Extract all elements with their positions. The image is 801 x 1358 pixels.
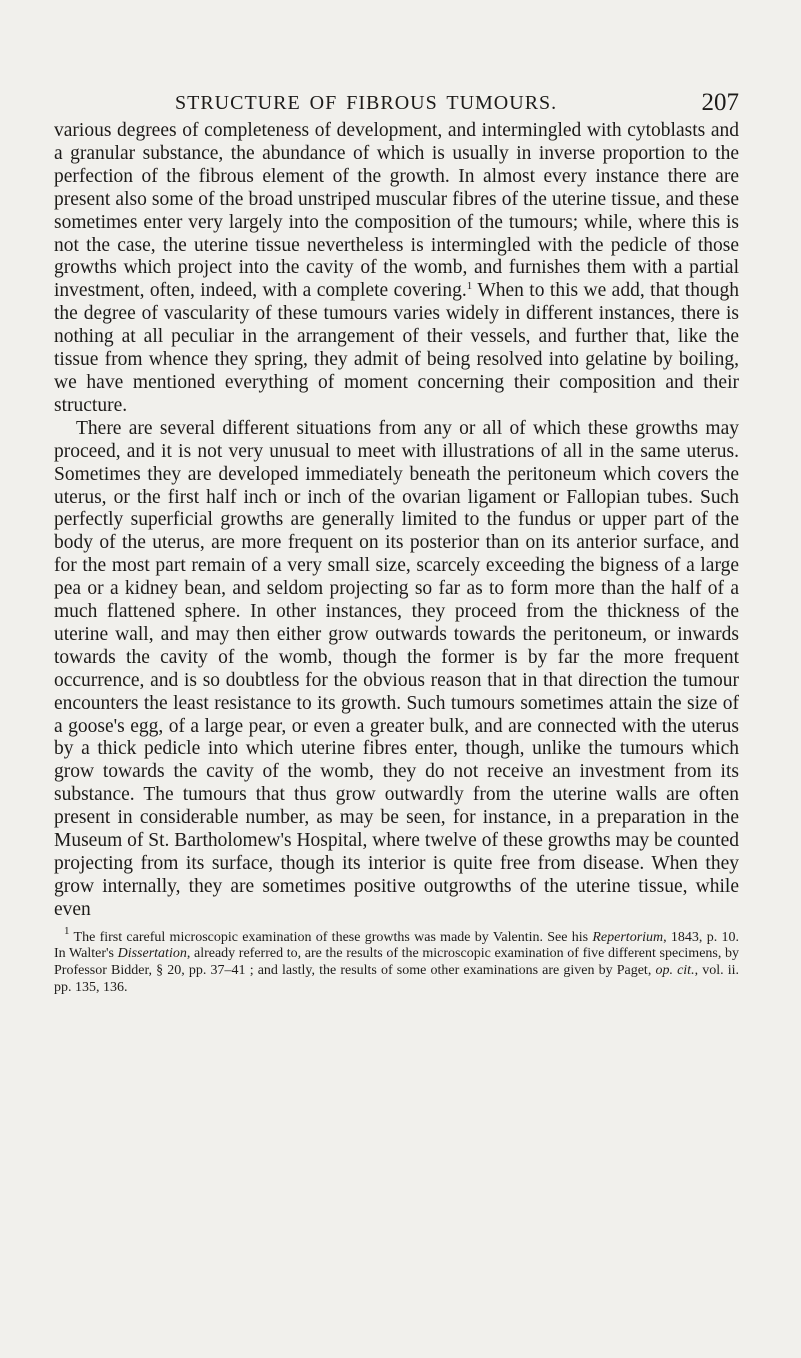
footnote bbox=[54, 924, 740, 996]
footnote-reference: 1 bbox=[466, 280, 473, 293]
footnote-part-1: The first careful microscopic examination of these growths was made by Valentin. See his bbox=[73, 929, 593, 945]
page-number: 207 bbox=[701, 89, 739, 116]
running-title: STRUCTURE OF FIBROUS TUMOURS. bbox=[175, 92, 558, 114]
paragraph-1-text: various degrees of completeness of development, and intermingled with cytoblasts and a granular substance, the abundance of which is usually in inverse proportion to the perfection of the fibrous element of the growth. In almost every instance there are present also some of the broad unstriped muscular fibres of the uterine tissue, and these sometimes enter very largely into the composition of the tumours; while, where this is not the case, the uterine tissue nevertheless is intermingled with the pedicle of those growths which project into the cavity of the womb, and furnishes them with a partial investment, often, indeed, with a complete covering. bbox=[54, 120, 739, 302]
footnote-op-cit: op. cit. bbox=[655, 962, 695, 978]
running-head bbox=[54, 86, 739, 120]
book-page bbox=[54, 86, 739, 996]
footnote-title-dissertation: Dissertation bbox=[117, 946, 187, 962]
body-text bbox=[54, 120, 739, 922]
footnote-mark: 1 bbox=[64, 924, 70, 937]
paragraph-2: There are several different situations from any or all of which these growths may proceed, and it is not very unusual to meet with illustrations of all in the same uterus. Sometimes they are developed immediately beneath the peritoneum which covers the uterus, or the first half inch or inch of the ovarian ligament or Fallopian tubes. Such perfectly superficial growths are generally limited to the fundus or upper part of the body of the uterus, are more frequent on its posterior than on its anterior surface, and for the most part remain of a very small size, scarcely exceeding the bigness of a large pea or a kidney bean, and seldom projecting so far as to form more than the half of a much flattened sphere. In other instances, they proceed from the thickness of the uterine wall, and may then either grow outwards towards the peritoneum, or inwards towards the cavity of the womb, though the former is by far the more frequent occurrence, and is so doubtless for the obvious reason that in that direction the tumour encounters the least resistance to its growth. Such tumours sometimes attain the size of a goose's egg, of a large pear, or even a greater bulk, and are connected with the uterus by a thick pedicle into which uterine fibres enter, though, unlike the tumours which grow towards the cavity of the womb, they do not receive an investment from its substance. The tumours that thus grow outwardly from the uterine walls are often present in considerable number, as may be seen, for instance, in a preparation in the Museum of St. Bartholomew's Hospital, where twelve of these growths may be counted projecting from its surface, though its interior is quite free from disease. When they grow internally, they are sometimes positive outgrowths of the uterine tissue, while even bbox=[54, 417, 739, 920]
footnote-part-2: , 1843, p. 10. In Walter's bbox=[54, 929, 739, 962]
footnote-title-repertorium: Repertorium bbox=[592, 929, 664, 945]
paragraph-1 bbox=[54, 120, 739, 418]
footnote-part-3: , already referred to, are the results of the microscopic examination of five different specimens, by Professor Bidder, § 20, pp. 37–41 ; and lastly, the results of some other examinations are given by Paget, bbox=[54, 946, 739, 978]
footnote-part-4: , vol. ii. pp. 135, 136. bbox=[54, 962, 740, 995]
paragraph-1-continuation: When to this we add, that though the degree of vascularity of these tumours varies widely in different instances, there is nothing at all peculiar in the arrangement of their vessels, and further that, like the tissue from whence they spring, they admit of being resolved into gelatine by boiling, we have mentioned everything of moment concerning their composition and their structure. bbox=[54, 280, 739, 416]
footnote-text bbox=[54, 924, 740, 996]
